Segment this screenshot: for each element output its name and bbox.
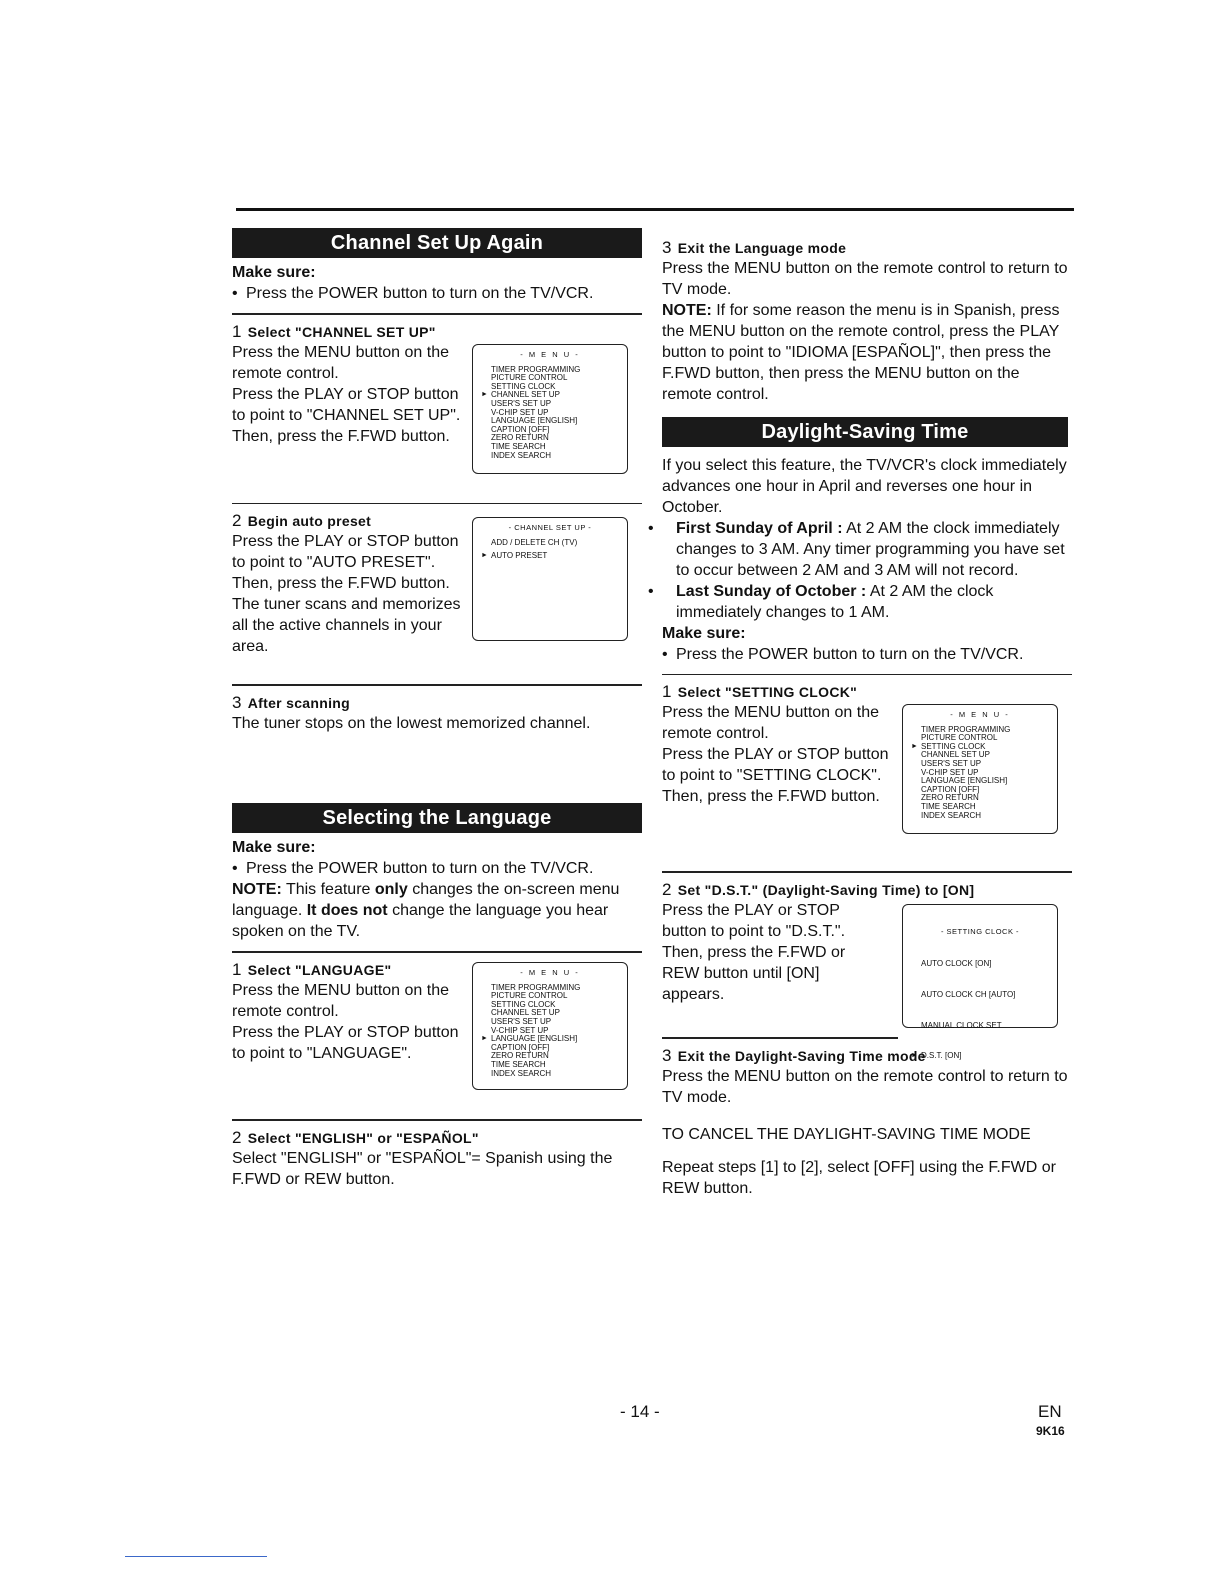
cancel-text: Repeat steps [1] to [2], select [OFF] using the F.FWD or REW button. [662, 1159, 1056, 1197]
step-line: Press the PLAY or STOP button to point to "D.S.T.". [662, 902, 846, 940]
menu-screen [472, 344, 628, 474]
screen-item-selected: ► SETTING CLOCK [921, 743, 1051, 752]
divider [662, 871, 1072, 873]
screen-item: V-CHIP SET UP [491, 1025, 549, 1035]
screen-item: ZERO RETURN [491, 433, 549, 443]
make-sure-heading: Make sure: [232, 264, 316, 281]
note-label: NOTE: [662, 302, 712, 319]
step-title [232, 1128, 642, 1148]
dst-bullet-october [662, 581, 1072, 623]
screen-title: - M E N U - [520, 350, 580, 359]
screen-item: ADD / DELETE CH (TV) [491, 537, 578, 547]
screen-item: TIME SEARCH [491, 1059, 546, 1069]
screen-item: V-CHIP SET UP [921, 767, 979, 777]
step-line: Press the MENU button on the remote control. [232, 344, 449, 382]
power-bullet: • Press the POWER button to turn on the TV/VCR. [232, 283, 642, 304]
screen-item: V-CHIP SET UP [491, 407, 549, 417]
menu-screen [902, 704, 1058, 834]
step-line: Press the PLAY or STOP button to point to "CHANNEL SET UP". [232, 386, 461, 424]
screen-item: INDEX SEARCH [491, 1068, 552, 1078]
bottom-rule [125, 1556, 267, 1557]
step-number: 3 [662, 1046, 672, 1065]
divider [662, 674, 1072, 675]
step-number: 3 [662, 238, 672, 257]
note-emphasis: only [374, 881, 408, 898]
screen-item: CAPTION [OFF] [491, 1042, 550, 1052]
step-number: 2 [232, 1128, 242, 1147]
step-line: Select "ENGLISH" or "ESPAÑOL"= Spanish using the F.FWD or REW button. [232, 1150, 613, 1188]
step-title-text: Select "ENGLISH" or "ESPAÑOL" [247, 1130, 479, 1146]
step-line: Press the MENU button on the remote control to return to TV mode. [662, 1068, 1068, 1106]
screen-item: PICTURE CONTROL [491, 373, 568, 383]
divider [232, 1119, 642, 1121]
note-label: NOTE: [232, 881, 282, 898]
dst-bullet-april [662, 518, 1072, 581]
step-number: 2 [232, 511, 242, 530]
step-title [232, 693, 642, 713]
channel-step-2 [232, 511, 642, 675]
section-banner-dst: Daylight-Saving Time [662, 417, 1068, 447]
screen-item: ZERO RETURN [921, 793, 979, 803]
section-banner-channel-setup: Channel Set Up Again [232, 228, 642, 258]
step-line: Press the PLAY or STOP button to point to "LANGUAGE". [232, 1024, 459, 1062]
step-line: Press the PLAY or STOP button to point to "SETTING CLOCK". [662, 746, 889, 784]
dst-step-3 [662, 1046, 1072, 1108]
divider [232, 313, 642, 315]
step-number: 1 [232, 960, 242, 979]
step-title-text: Set "D.S.T." (Daylight-Saving Time) to [ON] [677, 882, 975, 898]
step-title [662, 682, 1072, 702]
screen-item: CHANNEL SET UP [921, 750, 990, 760]
step-number: 3 [232, 693, 242, 712]
bullet-bold: First Sunday of April : [676, 520, 843, 537]
divider [662, 1037, 898, 1039]
screen-item: TIME SEARCH [921, 801, 976, 811]
step-line: Then, press the F.FWD button. [232, 428, 450, 445]
screen-item: PICTURE CONTROL [921, 733, 998, 743]
step-number: 2 [662, 880, 672, 899]
divider [232, 503, 642, 504]
step-title-text: Exit the Language mode [677, 240, 847, 256]
page-number: - 14 - [620, 1402, 660, 1421]
step-line: Press the MENU button on the remote control to return to TV mode. [662, 260, 1068, 298]
step-line: Then, press the F.FWD button. [662, 788, 880, 805]
step-title [232, 322, 642, 342]
step-line: Press the MENU button on the remote control. [232, 982, 449, 1020]
step-title-text: After scanning [247, 695, 350, 711]
language-note [232, 879, 642, 942]
screen-title: - M E N U - [950, 710, 1010, 719]
screen-item: SETTING CLOCK [491, 999, 556, 1009]
dst-intro: If you select this feature, the TV/VCR's clock immediately advances one hour in April and reverses one hour in October. [662, 457, 1067, 516]
screen-title: - CHANNEL SET UP - [508, 523, 592, 532]
screen-item: CHANNEL SET UP [491, 1008, 560, 1018]
step-number: 1 [232, 322, 242, 341]
power-bullet: • Press the POWER button to turn on the TV/VCR. [232, 858, 642, 879]
bullet-text: At 2 AM the clock immediately changes to 1 AM. [676, 583, 994, 621]
note-text: If for some reason the menu is in Spanish, press the MENU button on the remote control, press the PLAY button to point to "IDIOMA [ESPAÑOL]", then press the F.FWD button, then press the MENU button on the remote control. [662, 302, 1060, 403]
screen-item: MANUAL CLOCK SET [921, 1020, 1002, 1030]
language-step-2 [232, 1128, 642, 1190]
screen-item: AUTO CLOCK [ON] [921, 958, 992, 968]
screen-item: TIMER PROGRAMMING [921, 724, 1011, 734]
right-column [662, 238, 1072, 1199]
note [662, 300, 1072, 405]
dst-step-1 [662, 682, 1072, 862]
step-line: Then, press the F.FWD or REW button until [ON] appears. [662, 944, 846, 1003]
step-title [662, 1046, 1072, 1066]
make-sure-heading: Make sure: [232, 839, 316, 856]
language-step-1 [232, 960, 642, 1110]
screen-item-selected: ► AUTO PRESET [491, 552, 621, 561]
screen-item-selected: ► LANGUAGE [ENGLISH] [491, 1035, 621, 1044]
step-line: Press the PLAY or STOP button to point to "AUTO PRESET". [232, 533, 459, 571]
step-title-text: Begin auto preset [247, 513, 372, 529]
language-step-3 [662, 238, 1072, 405]
screen-item: ZERO RETURN [491, 1051, 549, 1061]
note-text: changes the on-screen menu language. [232, 881, 620, 919]
screen-item: TIME SEARCH [491, 441, 546, 451]
bullet-bold: Last Sunday of October : [676, 583, 867, 600]
screen-item: USER'S SET UP [921, 758, 982, 768]
step-number: 1 [662, 682, 672, 701]
step-line: Press the MENU button on the remote control. [662, 704, 879, 742]
step-line: The tuner stops on the lowest memorized channel. [232, 715, 591, 732]
screen-item: AUTO CLOCK CH [AUTO] [921, 989, 1016, 999]
menu-screen [472, 962, 628, 1090]
note-text: This feature [281, 881, 375, 898]
channel-step-3 [232, 693, 642, 803]
model-code: 9K16 [1036, 1424, 1065, 1438]
screen-item: INDEX SEARCH [491, 450, 552, 460]
step-title [662, 880, 1072, 900]
language-code: EN [1038, 1402, 1062, 1421]
step-title [662, 238, 1072, 258]
bullet-text: At 2 AM the clock immediately changes to 3 AM. Any timer programming you have set to occur between 2 AM and 3 AM will not record. [676, 520, 1065, 579]
step-line: Then, press the F.FWD button. The tuner scans and memorizes all the active channels in your area. [232, 575, 461, 655]
screen-item: SETTING CLOCK [491, 381, 556, 391]
screen-item: CAPTION [OFF] [921, 784, 980, 794]
channel-step-1 [232, 322, 642, 494]
cancel-title: TO CANCEL THE DAYLIGHT-SAVING TIME MODE [662, 1126, 1031, 1143]
screen-item: USER'S SET UP [491, 398, 552, 408]
screen-title: - M E N U - [520, 968, 580, 977]
screen-item: LANGUAGE [ENGLISH] [921, 776, 1008, 786]
screen-item-selected: ► D.S.T. [ON] [921, 1052, 1051, 1061]
left-column [232, 228, 642, 1190]
top-rule [236, 208, 1074, 211]
make-sure-heading: Make sure: [662, 625, 746, 642]
screen-item: TIMER PROGRAMMING [491, 982, 581, 992]
screen-item-selected: ► CHANNEL SET UP [491, 391, 621, 400]
step-title-text: Select "LANGUAGE" [247, 962, 392, 978]
screen-item: LANGUAGE [ENGLISH] [491, 416, 578, 426]
step-title-text: Select "SETTING CLOCK" [677, 684, 858, 700]
screen-item: PICTURE CONTROL [491, 991, 568, 1001]
divider [232, 951, 642, 953]
setting-clock-screen [902, 904, 1058, 1061]
screen-item: USER'S SET UP [491, 1016, 552, 1026]
divider [232, 684, 642, 686]
screen-item: INDEX SEARCH [921, 810, 982, 820]
power-bullet: • Press the POWER button to turn on the TV/VCR. [662, 644, 1072, 665]
step-title-text: Select "CHANNEL SET UP" [247, 324, 436, 340]
note-emphasis: It does not [306, 902, 388, 919]
step-title-text: Exit the Daylight-Saving Time mode [677, 1048, 926, 1064]
screen-item: CAPTION [OFF] [491, 424, 550, 434]
section-banner-language: Selecting the Language [232, 803, 642, 833]
note-text: change the language you hear spoken on the TV. [232, 902, 609, 940]
screen-item: TIMER PROGRAMMING [491, 364, 581, 374]
channel-setup-screen [472, 517, 628, 641]
screen-title: - SETTING CLOCK - [940, 927, 1020, 937]
